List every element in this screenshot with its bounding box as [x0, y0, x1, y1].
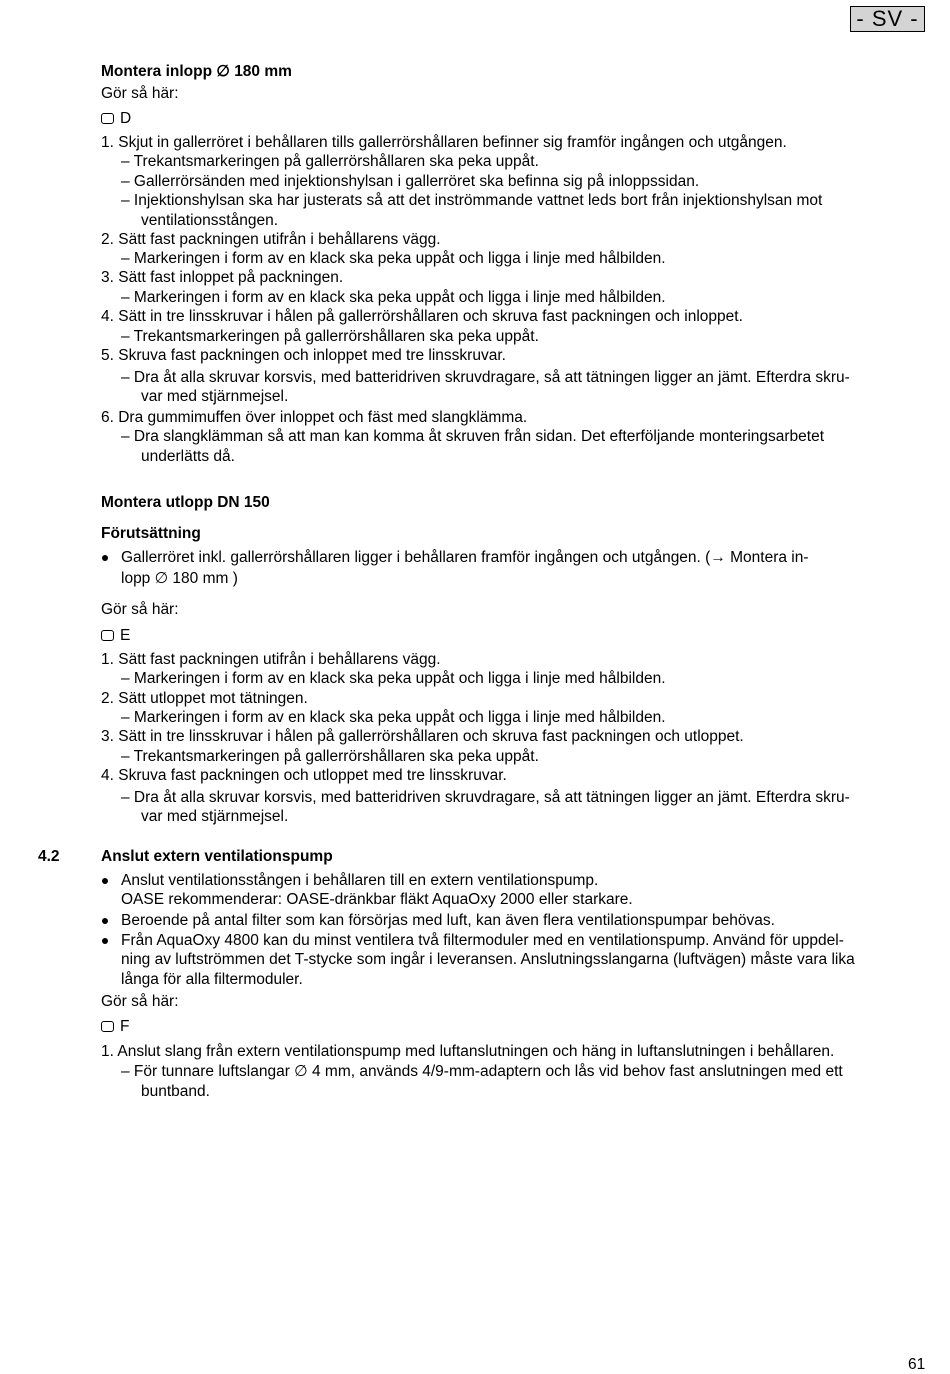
figure-ref-d: [101, 109, 131, 128]
sub-step-continuation: ventilationsstången.: [141, 212, 279, 229]
sub-step-continuation: var med stjärnmejsel.: [141, 388, 289, 405]
step-line: 1. Sätt fast packningen utifrån i behållarens vägg.: [101, 651, 441, 668]
step-line: 1. Skjut in gallerröret i behållaren tills gallerrörshållaren befinner sig framför ingången och utgången.: [101, 134, 787, 151]
figure-ref-label: D: [120, 110, 132, 127]
step-line: 3. Sätt fast inloppet på packningen.: [101, 269, 344, 286]
step-line: 3. Sätt in tre linsskruvar i hålen på gallerrörshållaren och skruva fast packningen och utloppet.: [101, 728, 744, 745]
bullet-icon: [102, 938, 108, 944]
sub-step-continuation: underlätts då.: [141, 448, 235, 465]
sub-step-line: – Markeringen i form av en klack ska peka uppåt och ligga i linje med hålbilden.: [121, 709, 666, 726]
bullet-line: Anslut ventilationsstången i behållaren till en extern ventilationspump.: [121, 872, 599, 889]
section-number: 4.2: [38, 848, 60, 865]
sub-step-line: – För tunnare luftslangar ∅ 4 mm, används 4/9-mm-adaptern och lås vid behov fast anslutningen med ett: [121, 1063, 843, 1080]
bullet-continuation: långa för alla filtermoduler.: [121, 971, 303, 988]
step-line: 4. Sätt in tre linsskruvar i hålen på gallerrörshållaren och skruva fast packningen och inloppet.: [101, 308, 743, 325]
figure-icon: [101, 113, 114, 124]
bullet-icon: [102, 555, 108, 561]
sub-step-line: – Trekantsmarkeringen på gallerrörshållaren ska peka uppåt.: [121, 328, 539, 345]
language-tag: - SV -: [850, 6, 925, 32]
do-this-label: Gör så här:: [101, 601, 179, 618]
figure-ref-label: E: [120, 627, 131, 644]
step-line: 5. Skruva fast packningen och inloppet med tre linsskruvar.: [101, 347, 506, 364]
sub-step-line: – Dra slangklämman så att man kan komma åt skruven från sidan. Det efterföljande monteringsarbetet: [121, 428, 825, 445]
figure-icon: [101, 630, 114, 641]
figure-ref-e: [101, 626, 130, 645]
sub-step-line: – Trekantsmarkeringen på gallerrörshållaren ska peka uppåt.: [121, 748, 539, 765]
sub-step-line: – Dra åt alla skruvar korsvis, med batteridriven skruvdragare, så att tätningen ligger an jämt. Efterdra skru-: [121, 789, 850, 806]
sub-step-continuation: var med stjärnmejsel.: [141, 808, 289, 825]
bullet-continuation: ning av luftströmmen det T-stycke som ingår i leveransen. Anslutningsslangarna (luftvägen) måste vara lika: [121, 951, 855, 968]
sub-step-line: – Dra åt alla skruvar korsvis, med batteridriven skruvdragare, så att tätningen ligger an jämt. Efterdra skru-: [121, 369, 850, 386]
do-this-label: Gör så här:: [101, 993, 179, 1010]
step-line: 1. Anslut slang från extern ventilationspump med luftanslutningen och häng in luftanslutningen i behållaren.: [101, 1043, 835, 1060]
prerequisite-title: Förutsättning: [101, 525, 201, 542]
section-title-inlet: Montera inlopp ∅ 180 mm: [101, 63, 292, 80]
sub-step-line: – Markeringen i form av en klack ska peka uppåt och ligga i linje med hålbilden.: [121, 670, 666, 687]
bullet-line: Beroende på antal filter som kan försörjas med luft, kan även flera ventilationspumpar behövas.: [121, 912, 775, 929]
step-line: 4. Skruva fast packningen och utloppet med tre linsskruvar.: [101, 767, 507, 784]
bullet-line: Från AquaOxy 4800 kan du minst ventilera två filtermoduler med en ventilationspump. Använd för uppdel-: [121, 932, 844, 949]
sub-step-continuation: buntband.: [141, 1083, 210, 1100]
do-this-label: Gör så här:: [101, 85, 179, 102]
step-line: 2. Sätt fast packningen utifrån i behållarens vägg.: [101, 231, 441, 248]
figure-icon: [101, 1021, 114, 1032]
bullet-icon: [102, 878, 108, 884]
step-line: 2. Sätt utloppet mot tätningen.: [101, 690, 308, 707]
bullet-continuation: OASE rekommenderar: OASE-dränkbar fläkt AquaOxy 2000 eller starkare.: [121, 891, 633, 908]
sub-step-line: – Injektionshylsan ska har justerats så att det inströmmande vattnet leds bort från injektionshylsan mot: [121, 192, 823, 209]
section-title-pump: Anslut extern ventilationspump: [101, 848, 333, 865]
prerequisite-line: lopp ∅ 180 mm ): [121, 570, 238, 587]
prerequisite-line: Gallerröret inkl. gallerrörshållaren ligger i behållaren framför ingången och utgången. (→ Montera in-: [121, 549, 809, 566]
bullet-icon: [102, 918, 108, 924]
sub-step-line: – Trekantsmarkeringen på gallerrörshållaren ska peka uppåt.: [121, 153, 539, 170]
sub-step-line: – Markeringen i form av en klack ska peka uppåt och ligga i linje med hålbilden.: [121, 250, 666, 267]
sub-step-line: – Gallerrörsänden med injektionshylsan i gallerröret ska befinna sig på inloppssidan.: [121, 173, 700, 190]
step-line: 6. Dra gummimuffen över inloppet och fäst med slangklämma.: [101, 409, 528, 426]
sub-step-line: – Markeringen i form av en klack ska peka uppåt och ligga i linje med hålbilden.: [121, 289, 666, 306]
figure-ref-label: F: [120, 1018, 130, 1035]
section-title-outlet: Montera utlopp DN 150: [101, 494, 270, 511]
figure-ref-f: [101, 1017, 129, 1036]
page-number: 61: [908, 1356, 926, 1373]
